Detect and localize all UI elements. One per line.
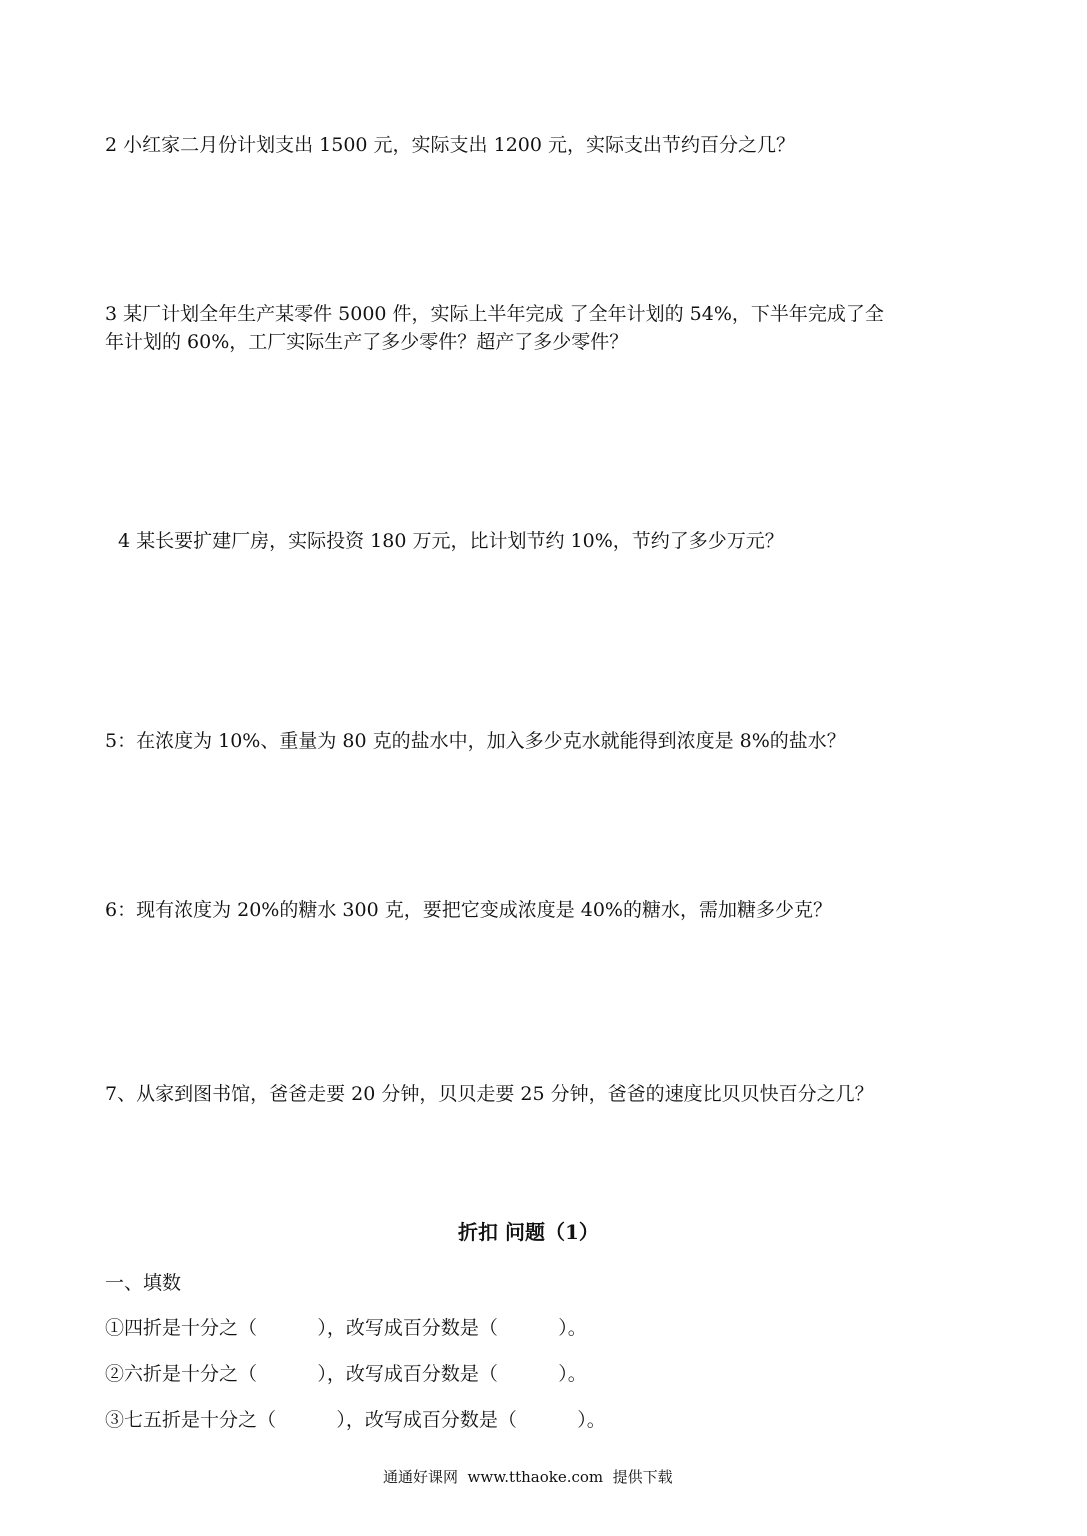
section-subtitle: 一、填数 (105, 1272, 182, 1294)
question-2: 2 小红家二月份计划支出 1500 元，实际支出 1200 元，实际支出节约百分之几？ (105, 134, 795, 156)
question-5: 5：在浓度为 10%、重量为 80 克的盐水中，加入多少克水就能得到浓度是 8%的盐水？ (105, 730, 846, 752)
fill-item-1: ①四折是十分之（ ），改写成百分数是（ ）。 (105, 1317, 587, 1339)
section-title: 折扣 问题（1） (458, 1220, 599, 1244)
question-7: 7、从家到图书馆，爸爸走要 20 分钟，贝贝走要 25 分钟，爸爸的速度比贝贝快百分之几？ (105, 1083, 874, 1105)
question-4: 4 某长要扩建厂房，实际投资 180 万元，比计划节约 10%，节约了多少万元？ (118, 530, 784, 552)
fill-item-3: ③七五折是十分之（ ），改写成百分数是（ ）。 (105, 1409, 606, 1431)
question-6: 6：现有浓度为 20%的糖水 300 克，要把它变成浓度是 40%的糖水，需加糖多少克？ (105, 899, 832, 921)
question-3-line-2: 年计划的 60%，工厂实际生产了多少零件？超产了多少零件？ (105, 331, 629, 353)
question-3-line-1: 3 某厂计划全年生产某零件 5000 件，实际上半年完成 了全年计划的 54%，下半年完成了全 (105, 303, 884, 325)
footer-credit: 通通好课网 www.tthaoke.com 提供下载 (383, 1468, 673, 1486)
fill-item-2: ②六折是十分之（ ），改写成百分数是（ ）。 (105, 1363, 587, 1385)
